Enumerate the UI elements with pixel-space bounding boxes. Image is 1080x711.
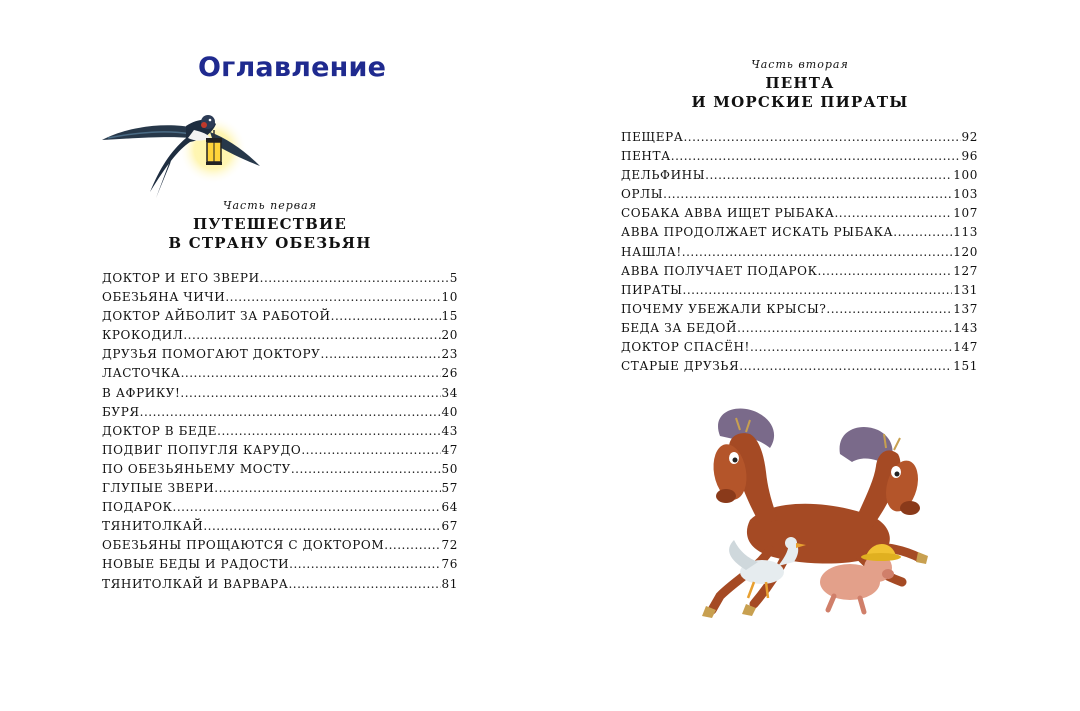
toc-entry-title: ДОКТОР СПАСЁН! — [621, 340, 750, 355]
toc-dot-leader — [826, 302, 952, 316]
toc-entry — [102, 557, 458, 576]
swallow-lantern-illustration — [98, 108, 263, 203]
toc-entry — [102, 424, 458, 443]
toc-dot-leader — [173, 500, 441, 514]
toc-entry-page: 15 — [441, 309, 458, 324]
toc-entry-page: 137 — [953, 301, 978, 316]
toc-entry-page: 26 — [441, 366, 458, 381]
toc-entry-title: ДОКТОР АЙБОЛИТ ЗА РАБОТОЙ — [102, 309, 331, 324]
toc-entry-title: ПО ОБЕЗЬЯНЬЕМУ МОСТУ — [102, 461, 291, 476]
toc-entry-title: ТЯНИТОЛКАЙ И ВАРВАРА — [102, 576, 289, 591]
toc-entry — [102, 271, 458, 290]
toc-entry — [102, 519, 458, 538]
toc-dot-leader — [288, 577, 440, 591]
toc-entry-title: ДОКТОР И ЕГО ЗВЕРИ — [102, 271, 260, 285]
toc-entry — [102, 290, 458, 309]
toc-dot-leader — [683, 283, 953, 297]
toc-entry-title: АВВА ПРОДОЛЖАЕТ ИСКАТЬ РЫБАКА — [621, 225, 894, 240]
toc-entry — [102, 500, 458, 519]
toc-entry-page: 107 — [953, 206, 978, 221]
toc-entry-page: 81 — [441, 576, 458, 591]
toc-entry-title: АВВА ПОЛУЧАЕТ ПОДАРОК — [621, 263, 818, 278]
toc-dot-leader — [180, 386, 440, 400]
toc-entry — [621, 149, 978, 168]
toc-entry-page: 72 — [441, 538, 458, 553]
toc-dot-leader — [683, 130, 960, 144]
toc-entry-page: 96 — [961, 149, 978, 164]
toc-dot-leader — [181, 366, 441, 380]
toc-entry-title: ПОДАРОК — [102, 500, 173, 515]
toc-entry-title: ПОДВИГ ПОПУГЛЯ КАРУДО — [102, 442, 302, 457]
toc-dot-leader — [217, 424, 440, 438]
toc-entry — [102, 405, 458, 424]
toc-entry-title: ДЕЛЬФИНЫ — [621, 168, 706, 183]
toc-entry-title: ДРУЗЬЯ ПОМОГАЮТ ДОКТОРУ — [102, 347, 321, 362]
toc-entry — [102, 309, 458, 328]
toc-entry — [102, 538, 458, 557]
toc-entry-title: ДОКТОР В БЕДЕ — [102, 423, 218, 438]
toc-part-two — [621, 130, 978, 378]
part-one-label: Часть первая — [222, 199, 318, 212]
toc-entry-page: 10 — [441, 290, 458, 305]
toc-entry-page: 23 — [441, 347, 458, 362]
part-one-title-line1: ПУТЕШЕСТВИЕ — [193, 215, 347, 233]
toc-entry — [102, 462, 458, 481]
part-two-label: Часть вторая — [751, 58, 849, 71]
toc-entry-page: 120 — [953, 244, 978, 259]
toc-entry — [621, 245, 978, 264]
toc-entry-title: ТЯНИТОЛКАЙ — [102, 519, 204, 534]
toc-entry-title: ОБЕЗЬЯНЫ ПРОЩАЮТСЯ С ДОКТОРОМ — [102, 538, 385, 553]
toc-entry — [621, 225, 978, 244]
toc-entry — [621, 321, 978, 340]
toc-entry-page: 143 — [953, 320, 978, 335]
toc-dot-leader — [384, 538, 440, 552]
toc-entry-page: 64 — [441, 500, 458, 515]
part-two-title — [660, 74, 940, 112]
toc-entry-page: 40 — [441, 404, 458, 419]
toc-entry — [102, 481, 458, 500]
toc-dot-leader — [682, 245, 953, 259]
toc-dot-leader — [737, 321, 952, 335]
toc-entry-title: ЛАСТОЧКА — [102, 366, 181, 381]
toc-entry-page: 92 — [961, 130, 978, 144]
toc-dot-leader — [289, 557, 440, 571]
toc-entry-page: 47 — [441, 442, 458, 457]
toc-entry-page: 147 — [953, 340, 978, 355]
toc-dot-leader — [818, 264, 953, 278]
toc-entry — [621, 168, 978, 187]
toc-entry-title: ПЕНТА — [621, 149, 671, 164]
toc-entry-page: 131 — [953, 282, 978, 297]
toc-entry-page: 20 — [441, 328, 458, 343]
toc-entry — [102, 386, 458, 405]
toc-dot-leader — [260, 271, 449, 285]
toc-entry — [621, 359, 978, 378]
toc-dot-leader — [893, 225, 952, 239]
part-two-title-line2: И МОРСКИЕ ПИРАТЫ — [691, 93, 909, 111]
toc-entry-page: 67 — [441, 519, 458, 534]
toc-entry — [621, 302, 978, 321]
part-two-title-line1: ПЕНТА — [765, 74, 835, 92]
toc-entry-title: ПЕЩЕРА — [621, 130, 684, 144]
toc-entry-title: БУРЯ — [102, 404, 140, 419]
toc-dot-leader — [739, 359, 952, 373]
toc-entry-page: 34 — [441, 385, 458, 400]
pushmi-pullyu-illustration — [690, 400, 940, 630]
toc-entry-title: ПОЧЕМУ УБЕЖАЛИ КРЫСЫ? — [621, 301, 827, 316]
toc-entry-title: В АФРИКУ! — [102, 385, 181, 400]
page-title: Оглавление — [198, 52, 387, 83]
toc-entry-page: 113 — [953, 225, 978, 240]
toc-dot-leader — [663, 187, 952, 201]
toc-entry — [102, 577, 458, 596]
toc-entry-title: ГЛУПЫЕ ЗВЕРИ — [102, 481, 215, 496]
toc-entry — [621, 206, 978, 225]
toc-entry-page: 127 — [953, 263, 978, 278]
toc-entry-title: ОБЕЗЬЯНА ЧИЧИ — [102, 290, 226, 305]
toc-dot-leader — [320, 347, 440, 361]
toc-entry — [621, 283, 978, 302]
toc-dot-leader — [671, 149, 961, 163]
toc-dot-leader — [291, 462, 441, 476]
toc-entry-page: 100 — [953, 168, 978, 183]
toc-entry-page: 103 — [953, 187, 978, 202]
toc-dot-leader — [834, 206, 952, 220]
toc-dot-leader — [225, 290, 440, 304]
part-one-title-line2: В СТРАНУ ОБЕЗЬЯН — [168, 234, 372, 252]
toc-entry — [621, 187, 978, 206]
toc-entry — [621, 130, 978, 149]
toc-entry-page: 76 — [441, 557, 458, 572]
toc-entry — [102, 347, 458, 366]
toc-entry-title: БЕДА ЗА БЕДОЙ — [621, 320, 738, 335]
toc-entry-page: 57 — [441, 481, 458, 496]
toc-dot-leader — [331, 309, 441, 323]
toc-part-one — [102, 271, 458, 596]
toc-entry-title: СТАРЫЕ ДРУЗЬЯ — [621, 359, 740, 374]
part-one-title — [140, 215, 400, 253]
toc-entry-page: 43 — [441, 423, 458, 438]
toc-dot-leader — [214, 481, 440, 495]
toc-entry-title: ОРЛЫ — [621, 187, 664, 202]
toc-entry-title: СОБАКА АВВА ИЩЕТ РЫБАКА — [621, 206, 835, 221]
toc-entry-title: ПИРАТЫ — [621, 282, 683, 297]
toc-entry — [102, 443, 458, 462]
toc-entry — [102, 328, 458, 347]
toc-dot-leader — [705, 168, 952, 182]
toc-entry — [621, 264, 978, 283]
toc-entry-title: НАШЛА! — [621, 244, 682, 259]
toc-entry-page: 50 — [441, 461, 458, 476]
toc-dot-leader — [301, 443, 440, 457]
toc-entry — [102, 366, 458, 385]
toc-dot-leader — [140, 405, 441, 419]
toc-entry-page: 5 — [449, 271, 458, 285]
toc-entry-title: КРОКОДИЛ — [102, 328, 184, 343]
toc-dot-leader — [183, 328, 440, 342]
toc-entry — [621, 340, 978, 359]
toc-entry-page: 151 — [953, 359, 978, 374]
toc-dot-leader — [750, 340, 952, 354]
toc-dot-leader — [203, 519, 440, 533]
toc-entry-title: НОВЫЕ БЕДЫ И РАДОСТИ — [102, 557, 290, 572]
